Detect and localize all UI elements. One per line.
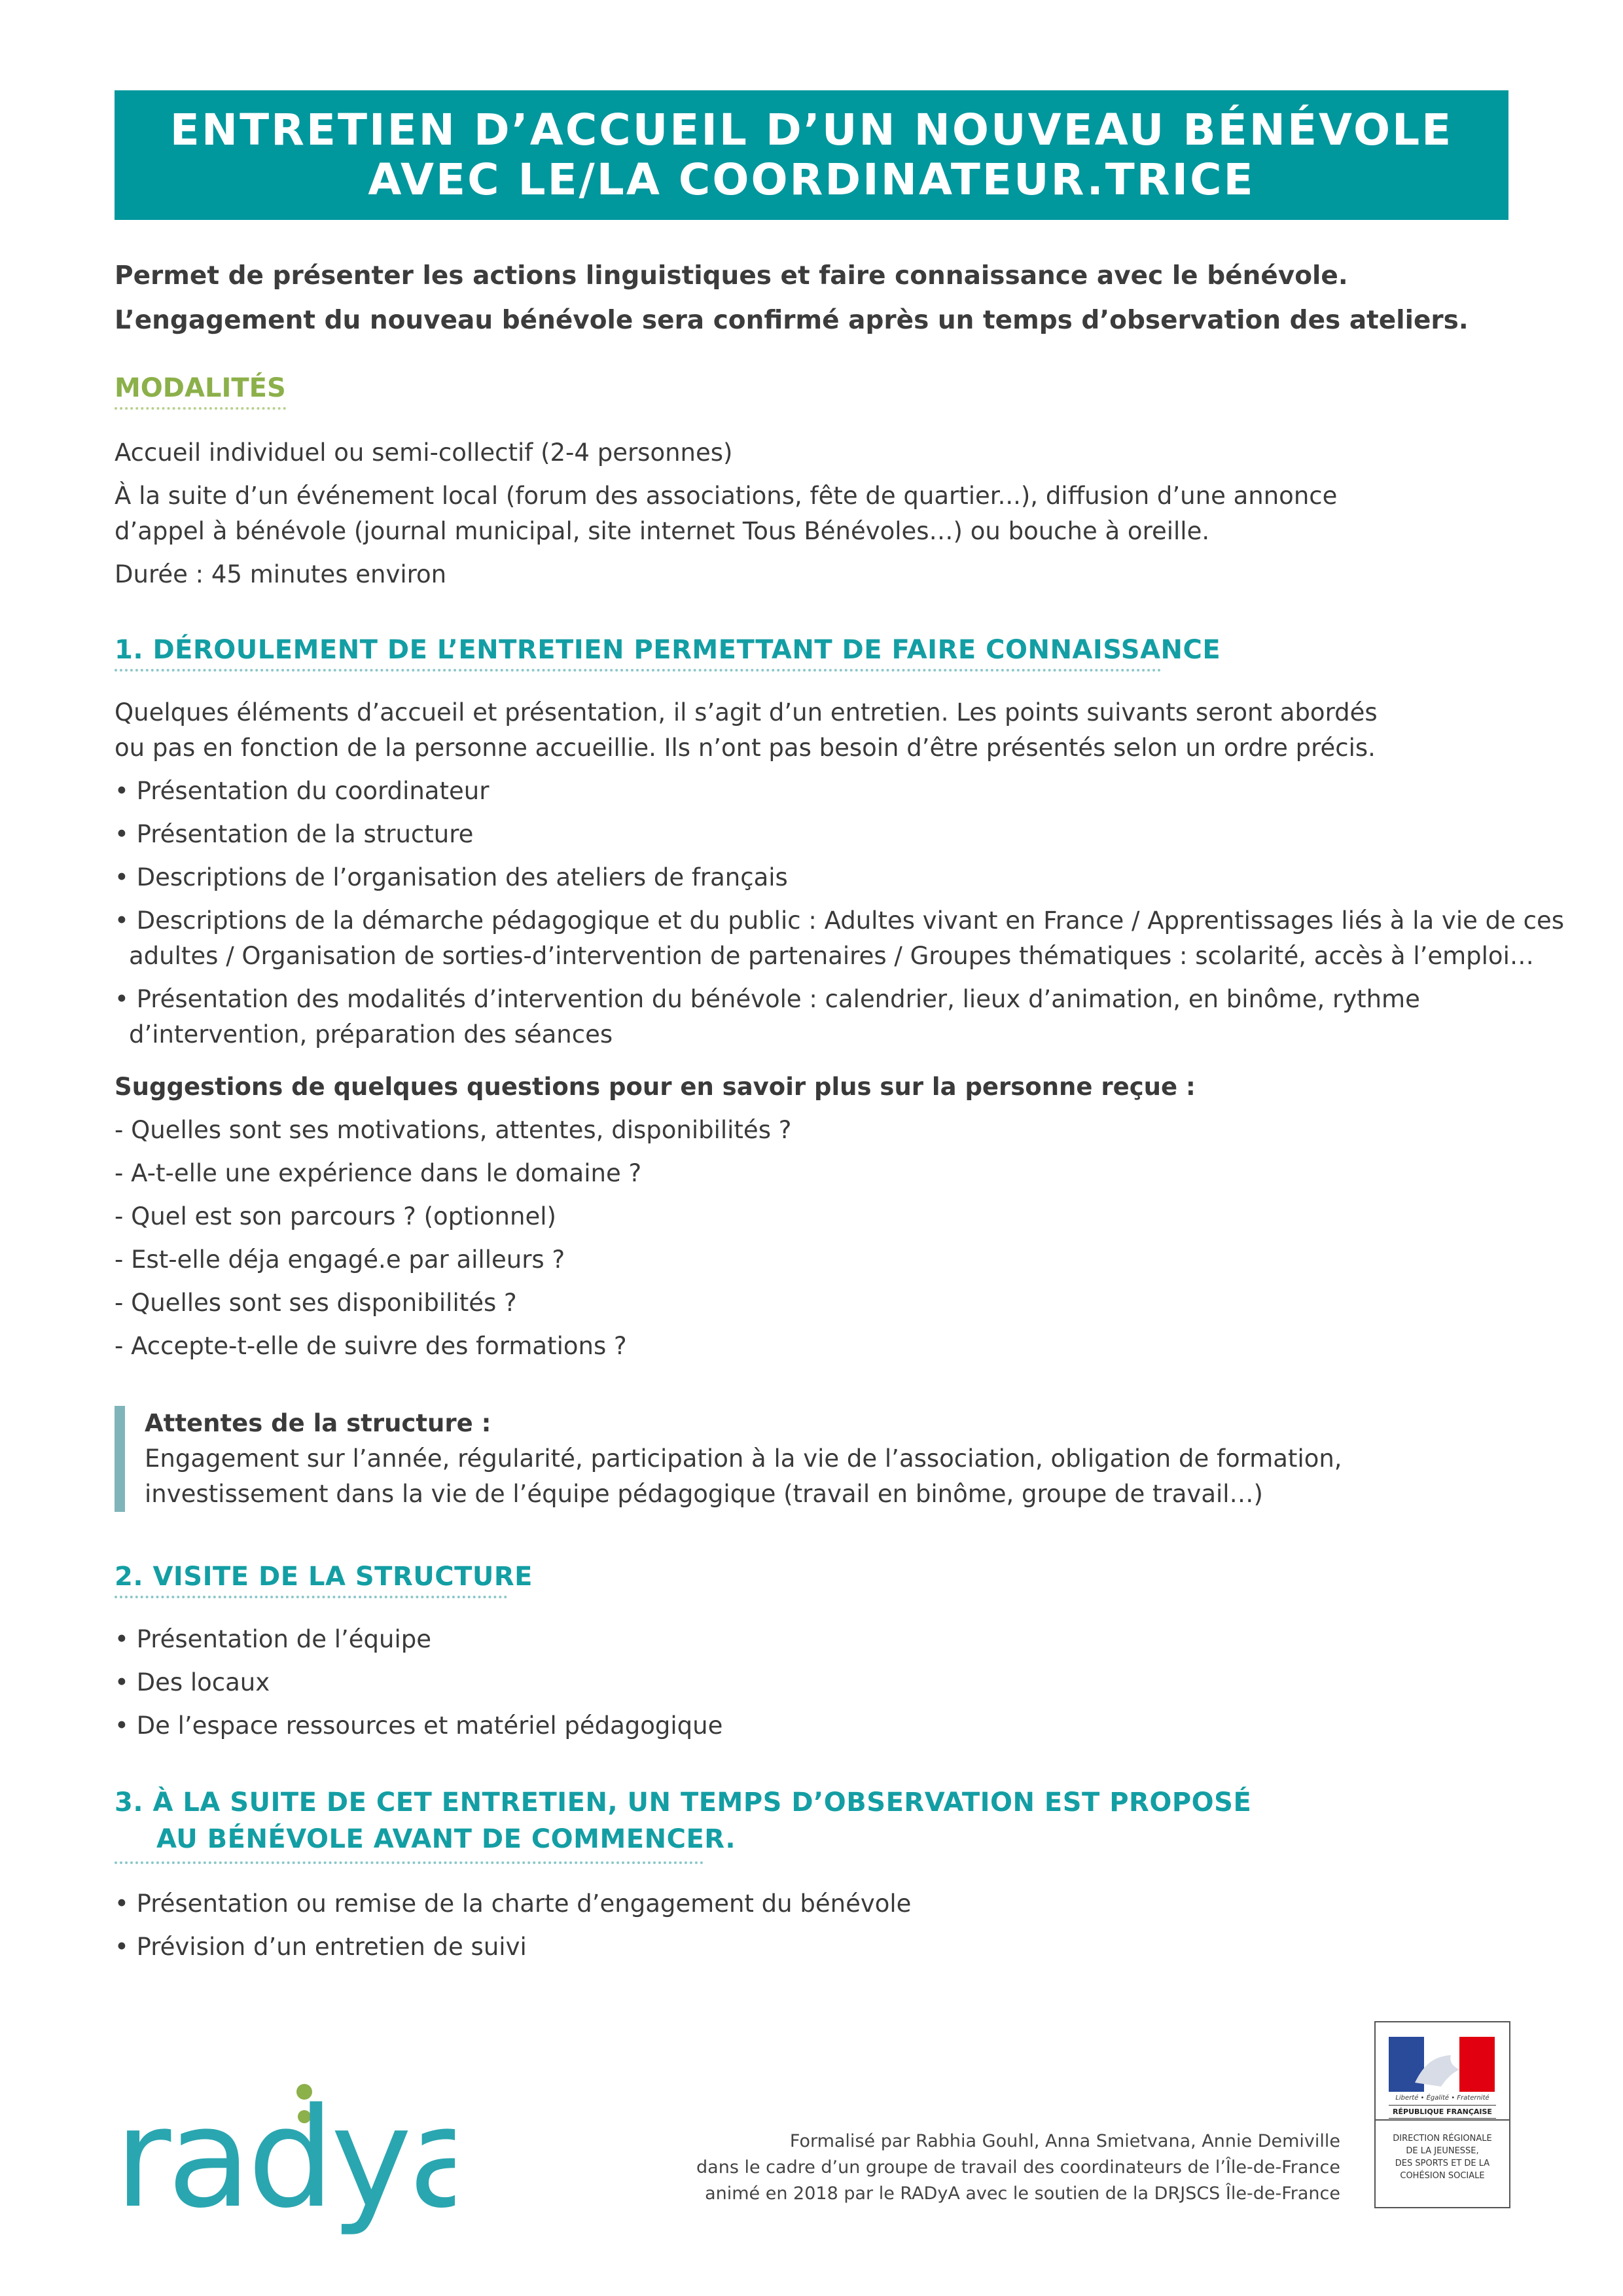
radya-logo-text: radya: [115, 2078, 455, 2238]
section2-body: [115, 1622, 722, 1744]
logo-divider: [1376, 2119, 1509, 2121]
question-item: - Est-elle déja engagé.e par ailleurs ?: [115, 1246, 565, 1274]
section3-heading: [115, 1784, 1251, 1864]
list-item: • Présentation du coordinateur: [115, 777, 490, 805]
callout-line: Engagement sur l’année, régularité, participation à la vie de l’association, obligation de formation,: [145, 1444, 1342, 1473]
modalites-line: À la suite d’un événement local (forum des associations, fête de quartier...), diffusion d’une annonce: [115, 482, 1338, 510]
direction-line: DES SPORTS ET DE LA: [1395, 2159, 1490, 2168]
republique-francaise: RÉPUBLIQUE FRANÇAISE: [1389, 2105, 1496, 2119]
radya-logo: [115, 2075, 455, 2241]
section3-heading-line: 3. À LA SUITE DE CET ENTRETIEN, UN TEMPS D’OBSERVATION EST PROPOSÉ: [115, 1787, 1252, 1818]
expectations-callout: [115, 1406, 1486, 1512]
modalites-heading-text: MODALITÉS: [115, 373, 286, 403]
intro-line-1: Permet de présenter les actions linguistiques et faire connaissance avec le bénévole.: [115, 261, 1348, 291]
direction-text: [1376, 2132, 1509, 2182]
list-item: • Descriptions de la démarche pédagogique et du public : Adultes vivant en France / Apprentissages liés à la vie de ces: [115, 906, 1565, 935]
direction-line: DIRECTION RÉGIONALE: [1393, 2134, 1492, 2144]
intro-line-2: L’engagement du nouveau bénévole sera confirmé après un temps d’observation des ateliers.: [115, 306, 1469, 335]
question-item: - Accepte-t-elle de suivre des formations ?: [115, 1332, 627, 1360]
question-item: - Quelles sont ses motivations, attentes, disponibilités ?: [115, 1116, 792, 1144]
section3-body: [115, 1886, 911, 1965]
list-item: • Présentation des modalités d’intervention du bénévole : calendrier, lieux d’animation, en binôme, rythme: [115, 985, 1420, 1013]
list-item: • Descriptions de l’organisation des ateliers de français: [115, 863, 788, 891]
credit-line: dans le cadre d’un groupe de travail des coordinateurs de l’Île-de-France: [696, 2157, 1340, 2178]
callout-line: investissement dans la vie de l’équipe pédagogique (travail en binôme, groupe de travail…): [145, 1480, 1263, 1508]
section3-heading-line: AU BÉNÉVOLE AVANT DE COMMENCER.: [156, 1824, 736, 1854]
list-item: • Présentation de l’équipe: [115, 1625, 431, 1653]
modalites-heading: [115, 373, 286, 410]
section1-intro-line: ou pas en fonction de la personne accueillie. Ils n’ont pas besoin d’être présentés selon un ordre précis.: [115, 734, 1376, 762]
modalites-line: Accueil individuel ou semi-collectif (2-4 personnes): [115, 439, 733, 467]
direction-line: COHÉSION SOCIALE: [1400, 2171, 1485, 2181]
list-item: • Présentation ou remise de la charte d’engagement du bénévole: [115, 1890, 912, 1918]
title-banner: [115, 90, 1508, 220]
drjscs-logo: [1374, 2021, 1510, 2208]
list-item: • Prévision d’un entretien de suivi: [115, 1933, 527, 1961]
motto: Liberté • Égalité • Fraternité: [1395, 2094, 1489, 2102]
question-item: - Quelles sont ses disponibilités ?: [115, 1289, 517, 1317]
section2-heading-text: 2. VISITE DE LA STRUCTURE: [115, 1562, 533, 1592]
credit-line: animé en 2018 par le RADyA avec le soutien de la DRJSCS Île-de-France: [705, 2183, 1340, 2204]
intro-text: [115, 254, 1508, 343]
questions-heading: Suggestions de quelques questions pour en savoir plus sur la personne reçue :: [115, 1073, 1196, 1101]
question-item: - A-t-elle une expérience dans le domaine ?: [115, 1159, 642, 1187]
title-line-2: AVEC LE/LA COORDINATEUR.TRICE: [368, 154, 1255, 205]
section1-body: [115, 695, 1564, 1364]
callout-title: Attentes de la structure :: [145, 1409, 491, 1437]
credits: [696, 2128, 1340, 2207]
heading-underline: [115, 407, 286, 410]
list-item: • De l’espace ressources et matériel pédagogique: [115, 1712, 723, 1740]
question-item: - Quel est son parcours ? (optionnel): [115, 1202, 556, 1230]
modalites-body: [115, 435, 1337, 592]
list-item-continuation: d’intervention, préparation des séances: [129, 1020, 613, 1049]
heading-underline: [115, 1596, 507, 1598]
list-item-continuation: adultes / Organisation de sorties-d’intervention de partenaires / Groupes thématiques : scolarité, accès à l’emploi…: [129, 942, 1534, 970]
heading-underline: [115, 1861, 704, 1864]
direction-line: DE LA JEUNESSE,: [1406, 2146, 1479, 2156]
section1-intro-line: Quelques éléments d’accueil et présentation, il s’agit d’un entretien. Les points suivants seront abordés: [115, 698, 1378, 726]
modalites-line: d’appel à bénévole (journal municipal, site internet Tous Bénévoles…) ou bouche à oreille.: [115, 517, 1210, 545]
radya-logo-graphic: [115, 2075, 455, 2238]
list-item: • Présentation de la structure: [115, 820, 474, 848]
title-line-1: ENTRETIEN D’ACCUEIL D’UN NOUVEAU BÉNÉVOLE: [169, 105, 1454, 155]
modalites-line: Durée : 45 minutes environ: [115, 560, 447, 588]
heading-underline: [115, 669, 1162, 672]
credit-line: Formalisé par Rabhia Gouhl, Anna Smietvana, Annie Demiville: [789, 2131, 1340, 2151]
section2-heading: [115, 1562, 533, 1598]
section1-heading-text: 1. DÉROULEMENT DE L’ENTRETIEN PERMETTANT DE FAIRE CONNAISSANCE: [115, 635, 1221, 665]
section1-heading: [115, 635, 1221, 672]
list-item: • Des locaux: [115, 1668, 270, 1696]
marianne-flag-icon: [1389, 2037, 1495, 2092]
